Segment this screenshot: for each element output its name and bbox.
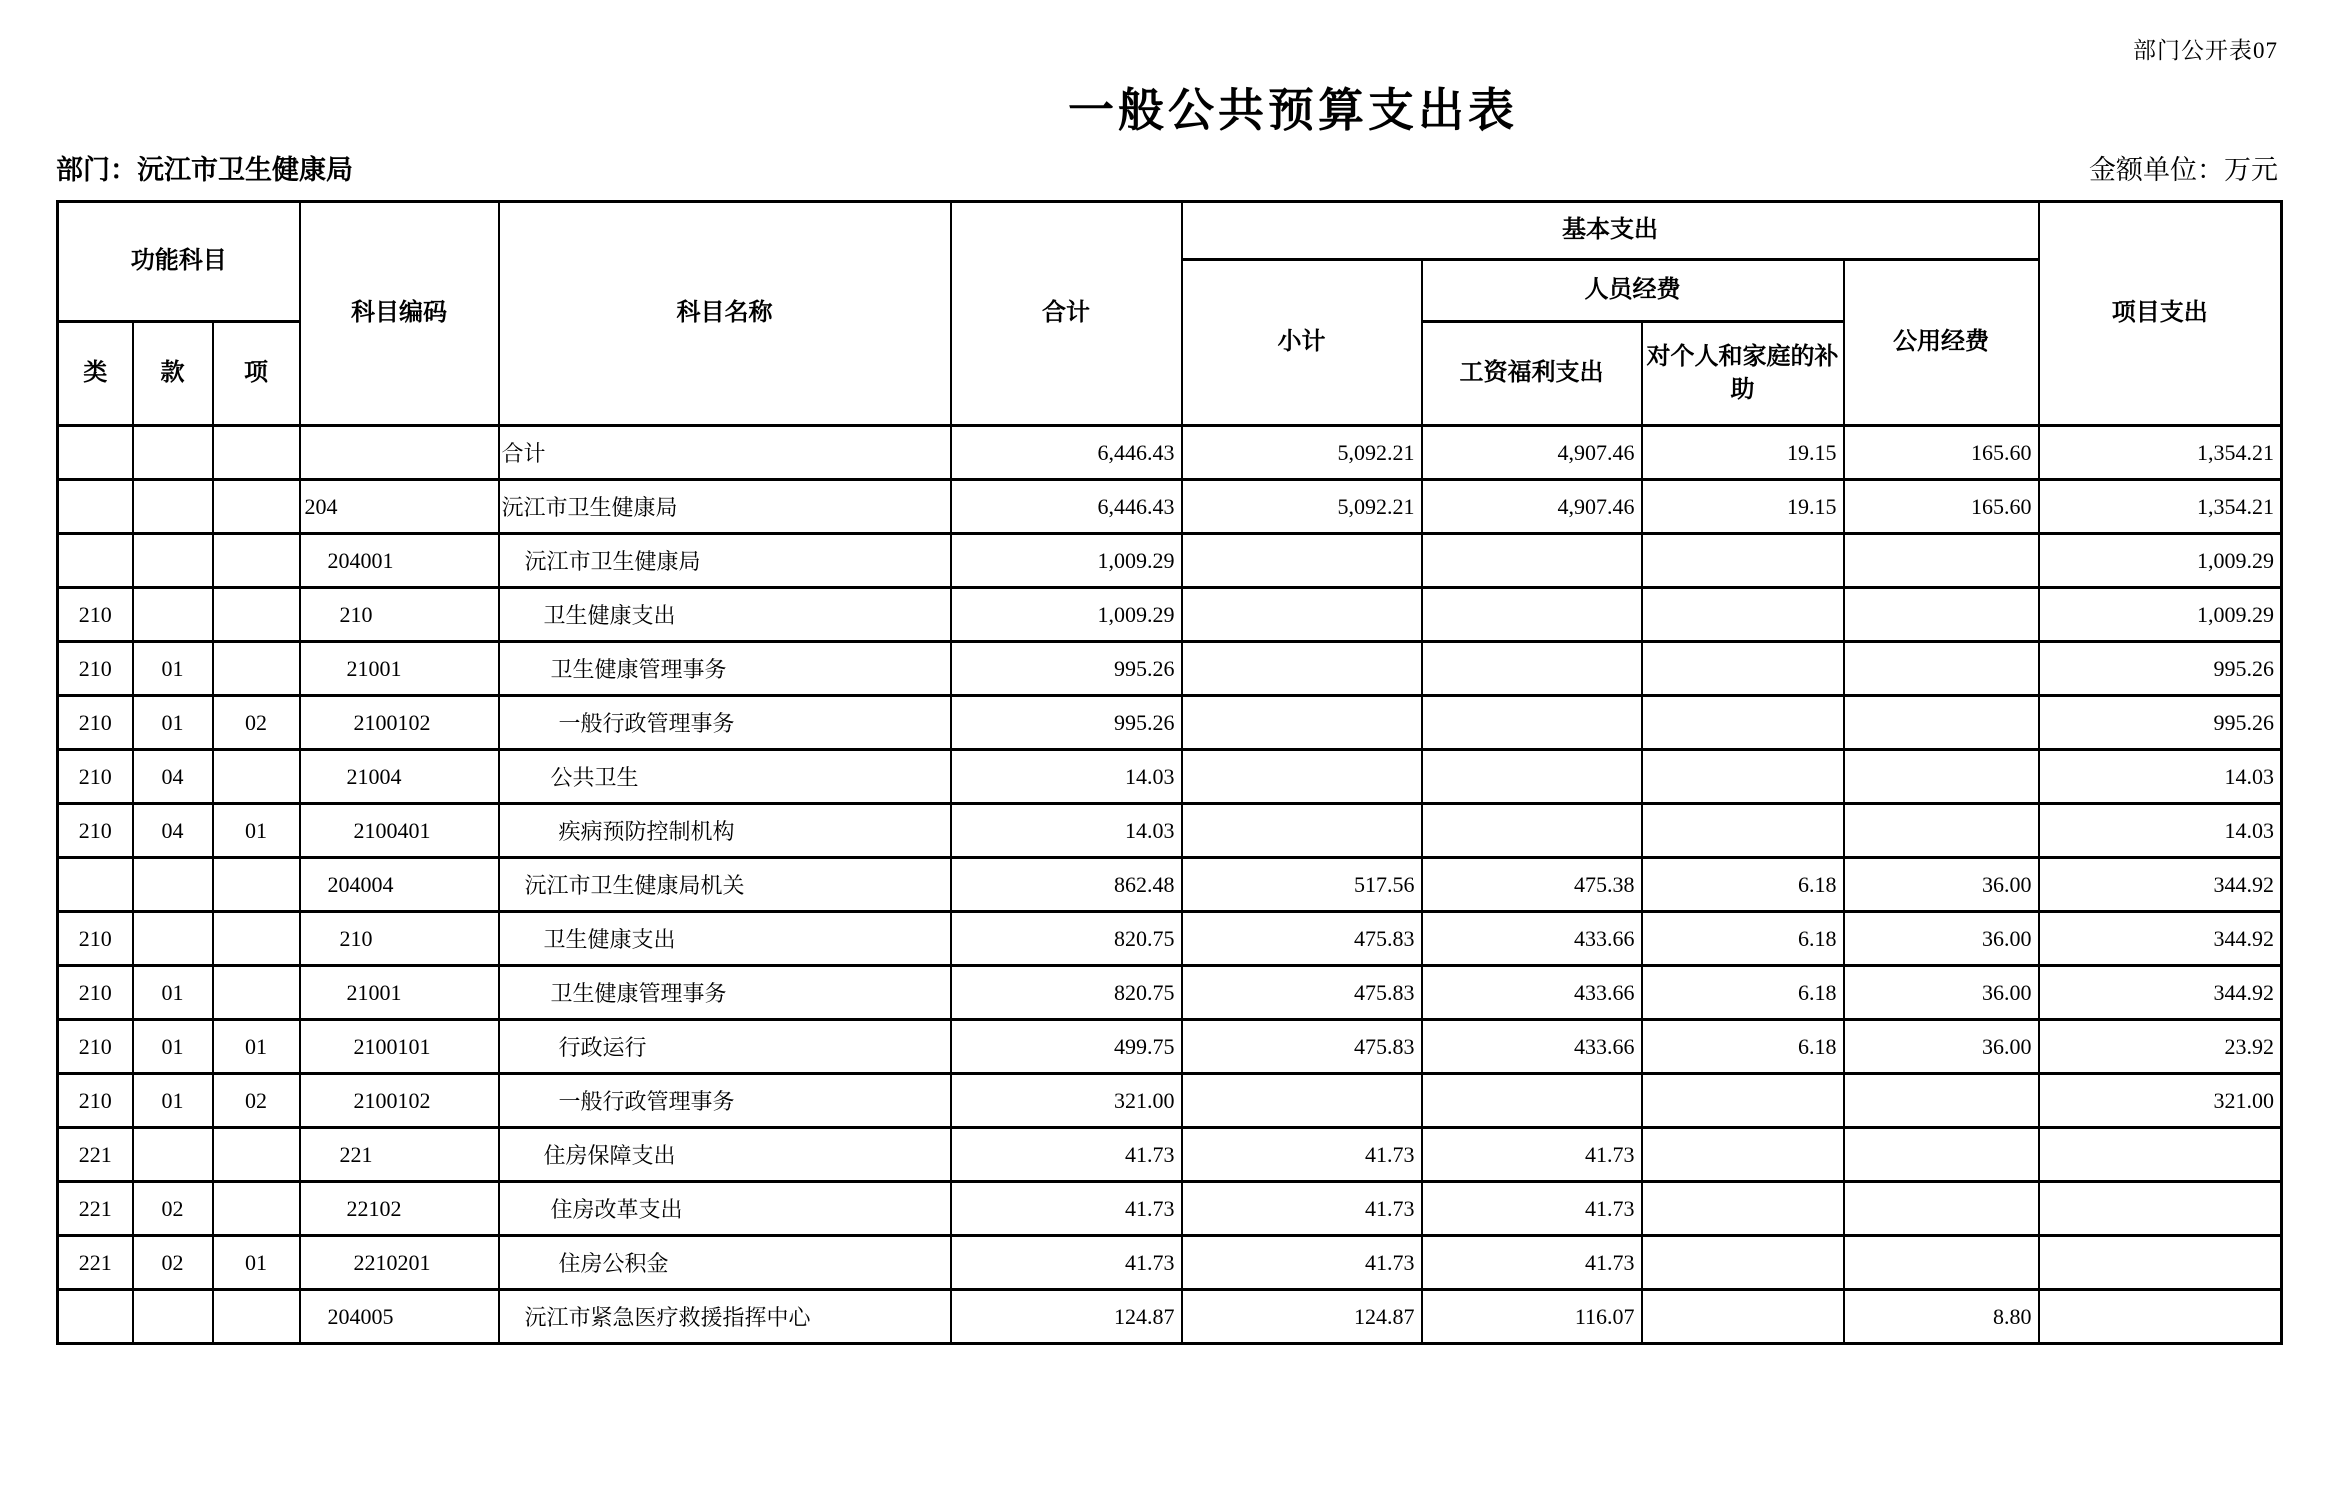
header-basic-expenditure: 基本支出 bbox=[1182, 202, 2039, 260]
cell-salary-welfare bbox=[1422, 534, 1642, 588]
cell-name: 沅江市卫生健康局 bbox=[499, 534, 951, 588]
cell-name: 公共卫生 bbox=[499, 750, 951, 804]
cell-name: 沅江市卫生健康局机关 bbox=[499, 858, 951, 912]
cell-family-subsidy bbox=[1642, 588, 1844, 642]
cell-name: 卫生健康支出 bbox=[499, 588, 951, 642]
cell-family-subsidy: 6.18 bbox=[1642, 966, 1844, 1020]
cell-section bbox=[133, 858, 213, 912]
header-project-expenditure: 项目支出 bbox=[2039, 202, 2282, 426]
cell-public-funds bbox=[1844, 534, 2039, 588]
cell-subtotal bbox=[1182, 588, 1422, 642]
cell-item: 02 bbox=[213, 696, 300, 750]
cell-total: 995.26 bbox=[951, 696, 1182, 750]
cell-name: 住房公积金 bbox=[499, 1236, 951, 1290]
cell-subtotal: 41.73 bbox=[1182, 1128, 1422, 1182]
cell-item bbox=[213, 426, 300, 480]
cell-project: 1,009.29 bbox=[2039, 534, 2282, 588]
cell-item: 02 bbox=[213, 1074, 300, 1128]
table-row bbox=[58, 966, 2282, 1020]
cell-public-funds bbox=[1844, 1182, 2039, 1236]
cell-family-subsidy bbox=[1642, 804, 1844, 858]
cell-subtotal: 5,092.21 bbox=[1182, 480, 1422, 534]
cell-public-funds bbox=[1844, 588, 2039, 642]
header-public-funds: 公用经费 bbox=[1844, 260, 2039, 426]
cell-code: 210 bbox=[300, 912, 499, 966]
cell-project: 1,354.21 bbox=[2039, 426, 2282, 480]
cell-code: 2210201 bbox=[300, 1236, 499, 1290]
cell-class: 210 bbox=[58, 912, 133, 966]
header-class: 类 bbox=[58, 322, 133, 426]
cell-item bbox=[213, 534, 300, 588]
cell-family-subsidy: 19.15 bbox=[1642, 480, 1844, 534]
table-row bbox=[58, 750, 2282, 804]
cell-public-funds: 36.00 bbox=[1844, 966, 2039, 1020]
page-title: 一般公共预算支出表 bbox=[1068, 85, 1518, 136]
table-row bbox=[58, 858, 2282, 912]
cell-public-funds bbox=[1844, 696, 2039, 750]
cell-salary-welfare: 41.73 bbox=[1422, 1182, 1642, 1236]
cell-name: 行政运行 bbox=[499, 1020, 951, 1074]
header-subject-name: 科目名称 bbox=[499, 202, 951, 426]
cell-code: 204001 bbox=[300, 534, 499, 588]
cell-total: 41.73 bbox=[951, 1182, 1182, 1236]
cell-public-funds: 36.00 bbox=[1844, 858, 2039, 912]
cell-subtotal bbox=[1182, 804, 1422, 858]
cell-section: 01 bbox=[133, 966, 213, 1020]
cell-class bbox=[58, 858, 133, 912]
cell-section: 02 bbox=[133, 1182, 213, 1236]
cell-item bbox=[213, 966, 300, 1020]
cell-salary-welfare bbox=[1422, 642, 1642, 696]
cell-subtotal: 5,092.21 bbox=[1182, 426, 1422, 480]
cell-class bbox=[58, 480, 133, 534]
cell-code: 2100102 bbox=[300, 696, 499, 750]
cell-family-subsidy bbox=[1642, 1290, 1844, 1344]
cell-project: 344.92 bbox=[2039, 912, 2282, 966]
cell-code: 22102 bbox=[300, 1182, 499, 1236]
cell-family-subsidy: 19.15 bbox=[1642, 426, 1844, 480]
cell-salary-welfare bbox=[1422, 750, 1642, 804]
table-row bbox=[58, 1290, 2282, 1344]
cell-subtotal: 475.83 bbox=[1182, 912, 1422, 966]
cell-family-subsidy bbox=[1642, 642, 1844, 696]
cell-name: 疾病预防控制机构 bbox=[499, 804, 951, 858]
table-row bbox=[58, 642, 2282, 696]
cell-public-funds: 165.60 bbox=[1844, 426, 2039, 480]
cell-item bbox=[213, 588, 300, 642]
cell-total: 995.26 bbox=[951, 642, 1182, 696]
cell-salary-welfare: 433.66 bbox=[1422, 966, 1642, 1020]
cell-code: 21001 bbox=[300, 642, 499, 696]
table-row bbox=[58, 1074, 2282, 1128]
cell-subtotal bbox=[1182, 1074, 1422, 1128]
cell-public-funds bbox=[1844, 804, 2039, 858]
cell-public-funds bbox=[1844, 750, 2039, 804]
cell-class: 210 bbox=[58, 750, 133, 804]
cell-class: 210 bbox=[58, 1074, 133, 1128]
cell-public-funds bbox=[1844, 642, 2039, 696]
cell-section: 01 bbox=[133, 696, 213, 750]
cell-project: 14.03 bbox=[2039, 804, 2282, 858]
cell-total: 820.75 bbox=[951, 912, 1182, 966]
cell-project bbox=[2039, 1182, 2282, 1236]
cell-salary-welfare bbox=[1422, 696, 1642, 750]
cell-total: 1,009.29 bbox=[951, 588, 1182, 642]
cell-project: 14.03 bbox=[2039, 750, 2282, 804]
table-row bbox=[58, 1128, 2282, 1182]
cell-section bbox=[133, 1128, 213, 1182]
cell-subtotal: 124.87 bbox=[1182, 1290, 1422, 1344]
table-row bbox=[58, 1182, 2282, 1236]
cell-item bbox=[213, 912, 300, 966]
cell-project: 1,354.21 bbox=[2039, 480, 2282, 534]
cell-code: 204004 bbox=[300, 858, 499, 912]
cell-salary-welfare: 475.38 bbox=[1422, 858, 1642, 912]
budget-table bbox=[56, 200, 2283, 1345]
cell-public-funds bbox=[1844, 1236, 2039, 1290]
cell-name: 一般行政管理事务 bbox=[499, 696, 951, 750]
table-row bbox=[58, 912, 2282, 966]
cell-public-funds: 165.60 bbox=[1844, 480, 2039, 534]
cell-salary-welfare: 41.73 bbox=[1422, 1128, 1642, 1182]
header-subject-code: 科目编码 bbox=[300, 202, 499, 426]
table-row bbox=[58, 1020, 2282, 1074]
cell-salary-welfare: 433.66 bbox=[1422, 1020, 1642, 1074]
cell-total: 862.48 bbox=[951, 858, 1182, 912]
cell-total: 14.03 bbox=[951, 750, 1182, 804]
cell-item bbox=[213, 1182, 300, 1236]
cell-total: 820.75 bbox=[951, 966, 1182, 1020]
cell-project: 23.92 bbox=[2039, 1020, 2282, 1074]
cell-total: 124.87 bbox=[951, 1290, 1182, 1344]
table-row bbox=[58, 804, 2282, 858]
cell-subtotal bbox=[1182, 750, 1422, 804]
cell-class: 210 bbox=[58, 696, 133, 750]
cell-project bbox=[2039, 1290, 2282, 1344]
cell-class bbox=[58, 426, 133, 480]
cell-code: 21004 bbox=[300, 750, 499, 804]
cell-item bbox=[213, 642, 300, 696]
meta-row bbox=[56, 148, 2278, 187]
cell-name: 住房改革支出 bbox=[499, 1182, 951, 1236]
cell-item: 01 bbox=[213, 1020, 300, 1074]
cell-salary-welfare: 433.66 bbox=[1422, 912, 1642, 966]
cell-project bbox=[2039, 1236, 2282, 1290]
table-row bbox=[58, 480, 2282, 534]
cell-name: 一般行政管理事务 bbox=[499, 1074, 951, 1128]
table-body bbox=[58, 426, 2282, 1344]
cell-code: 210 bbox=[300, 588, 499, 642]
cell-section bbox=[133, 426, 213, 480]
table-row bbox=[58, 696, 2282, 750]
cell-family-subsidy bbox=[1642, 696, 1844, 750]
cell-section: 04 bbox=[133, 804, 213, 858]
cell-total: 14.03 bbox=[951, 804, 1182, 858]
cell-class: 221 bbox=[58, 1182, 133, 1236]
cell-class: 210 bbox=[58, 804, 133, 858]
cell-item bbox=[213, 750, 300, 804]
cell-project: 344.92 bbox=[2039, 858, 2282, 912]
cell-family-subsidy bbox=[1642, 1182, 1844, 1236]
cell-project: 344.92 bbox=[2039, 966, 2282, 1020]
cell-family-subsidy bbox=[1642, 1074, 1844, 1128]
cell-total: 6,446.43 bbox=[951, 480, 1182, 534]
cell-salary-welfare bbox=[1422, 804, 1642, 858]
cell-section bbox=[133, 588, 213, 642]
cell-family-subsidy bbox=[1642, 1236, 1844, 1290]
header-section: 款 bbox=[133, 322, 213, 426]
cell-code: 2100401 bbox=[300, 804, 499, 858]
cell-public-funds: 8.80 bbox=[1844, 1290, 2039, 1344]
cell-class: 210 bbox=[58, 588, 133, 642]
cell-code: 204005 bbox=[300, 1290, 499, 1344]
cell-item: 01 bbox=[213, 804, 300, 858]
cell-total: 1,009.29 bbox=[951, 534, 1182, 588]
cell-name: 沅江市卫生健康局 bbox=[499, 480, 951, 534]
header-personnel-funds: 人员经费 bbox=[1422, 260, 1844, 322]
cell-family-subsidy: 6.18 bbox=[1642, 858, 1844, 912]
table-row bbox=[58, 534, 2282, 588]
cell-salary-welfare bbox=[1422, 1074, 1642, 1128]
header-total: 合计 bbox=[951, 202, 1182, 426]
cell-salary-welfare: 4,907.46 bbox=[1422, 426, 1642, 480]
cell-public-funds: 36.00 bbox=[1844, 912, 2039, 966]
cell-salary-welfare bbox=[1422, 588, 1642, 642]
header-item: 项 bbox=[213, 322, 300, 426]
cell-salary-welfare: 41.73 bbox=[1422, 1236, 1642, 1290]
cell-public-funds bbox=[1844, 1128, 2039, 1182]
cell-project: 1,009.29 bbox=[2039, 588, 2282, 642]
cell-section bbox=[133, 480, 213, 534]
cell-project bbox=[2039, 1128, 2282, 1182]
cell-code: 21001 bbox=[300, 966, 499, 1020]
cell-name: 住房保障支出 bbox=[499, 1128, 951, 1182]
cell-family-subsidy bbox=[1642, 534, 1844, 588]
cell-class: 221 bbox=[58, 1128, 133, 1182]
cell-project: 995.26 bbox=[2039, 642, 2282, 696]
header-family-subsidy: 对个人和家庭的补助 bbox=[1642, 322, 1844, 426]
cell-subtotal bbox=[1182, 642, 1422, 696]
cell-class: 210 bbox=[58, 642, 133, 696]
cell-project: 321.00 bbox=[2039, 1074, 2282, 1128]
cell-project: 995.26 bbox=[2039, 696, 2282, 750]
cell-section bbox=[133, 1290, 213, 1344]
cell-section bbox=[133, 534, 213, 588]
cell-item bbox=[213, 1290, 300, 1344]
cell-subtotal: 41.73 bbox=[1182, 1182, 1422, 1236]
cell-class bbox=[58, 1290, 133, 1344]
cell-code: 2100102 bbox=[300, 1074, 499, 1128]
header-subtotal: 小计 bbox=[1182, 260, 1422, 426]
cell-salary-welfare: 116.07 bbox=[1422, 1290, 1642, 1344]
cell-family-subsidy bbox=[1642, 1128, 1844, 1182]
table-row bbox=[58, 1236, 2282, 1290]
cell-name: 卫生健康管理事务 bbox=[499, 966, 951, 1020]
cell-class: 210 bbox=[58, 1020, 133, 1074]
cell-subtotal: 475.83 bbox=[1182, 1020, 1422, 1074]
cell-item bbox=[213, 1128, 300, 1182]
cell-class: 221 bbox=[58, 1236, 133, 1290]
cell-section: 04 bbox=[133, 750, 213, 804]
cell-family-subsidy bbox=[1642, 750, 1844, 804]
cell-code: 204 bbox=[300, 480, 499, 534]
cell-item: 01 bbox=[213, 1236, 300, 1290]
cell-code bbox=[300, 426, 499, 480]
cell-subtotal bbox=[1182, 696, 1422, 750]
cell-public-funds bbox=[1844, 1074, 2039, 1128]
table-row bbox=[58, 588, 2282, 642]
cell-subtotal: 41.73 bbox=[1182, 1236, 1422, 1290]
header-salary-welfare: 工资福利支出 bbox=[1422, 322, 1642, 426]
cell-salary-welfare: 4,907.46 bbox=[1422, 480, 1642, 534]
doc-ref-label: 部门公开表07 bbox=[2133, 38, 2278, 63]
cell-code: 221 bbox=[300, 1128, 499, 1182]
cell-item bbox=[213, 480, 300, 534]
cell-name: 卫生健康管理事务 bbox=[499, 642, 951, 696]
cell-item bbox=[213, 858, 300, 912]
cell-family-subsidy: 6.18 bbox=[1642, 1020, 1844, 1074]
cell-total: 321.00 bbox=[951, 1074, 1182, 1128]
cell-public-funds: 36.00 bbox=[1844, 1020, 2039, 1074]
cell-section: 01 bbox=[133, 1020, 213, 1074]
header-functional-subject: 功能科目 bbox=[58, 202, 300, 322]
cell-class: 210 bbox=[58, 966, 133, 1020]
cell-class bbox=[58, 534, 133, 588]
cell-section bbox=[133, 912, 213, 966]
cell-total: 41.73 bbox=[951, 1236, 1182, 1290]
cell-subtotal: 475.83 bbox=[1182, 966, 1422, 1020]
cell-total: 6,446.43 bbox=[951, 426, 1182, 480]
table-header bbox=[58, 202, 2282, 426]
cell-section: 02 bbox=[133, 1236, 213, 1290]
cell-subtotal: 517.56 bbox=[1182, 858, 1422, 912]
cell-name: 沅江市紧急医疗救援指挥中心 bbox=[499, 1290, 951, 1344]
cell-section: 01 bbox=[133, 642, 213, 696]
amount-unit-label: 金额单位：万元 bbox=[2089, 155, 2278, 185]
department-label: 部门：沅江市卫生健康局 bbox=[56, 155, 353, 185]
cell-family-subsidy: 6.18 bbox=[1642, 912, 1844, 966]
cell-name: 合计 bbox=[499, 426, 951, 480]
cell-code: 2100101 bbox=[300, 1020, 499, 1074]
cell-total: 499.75 bbox=[951, 1020, 1182, 1074]
cell-subtotal bbox=[1182, 534, 1422, 588]
cell-section: 01 bbox=[133, 1074, 213, 1128]
cell-total: 41.73 bbox=[951, 1128, 1182, 1182]
cell-name: 卫生健康支出 bbox=[499, 912, 951, 966]
table-row bbox=[58, 426, 2282, 480]
